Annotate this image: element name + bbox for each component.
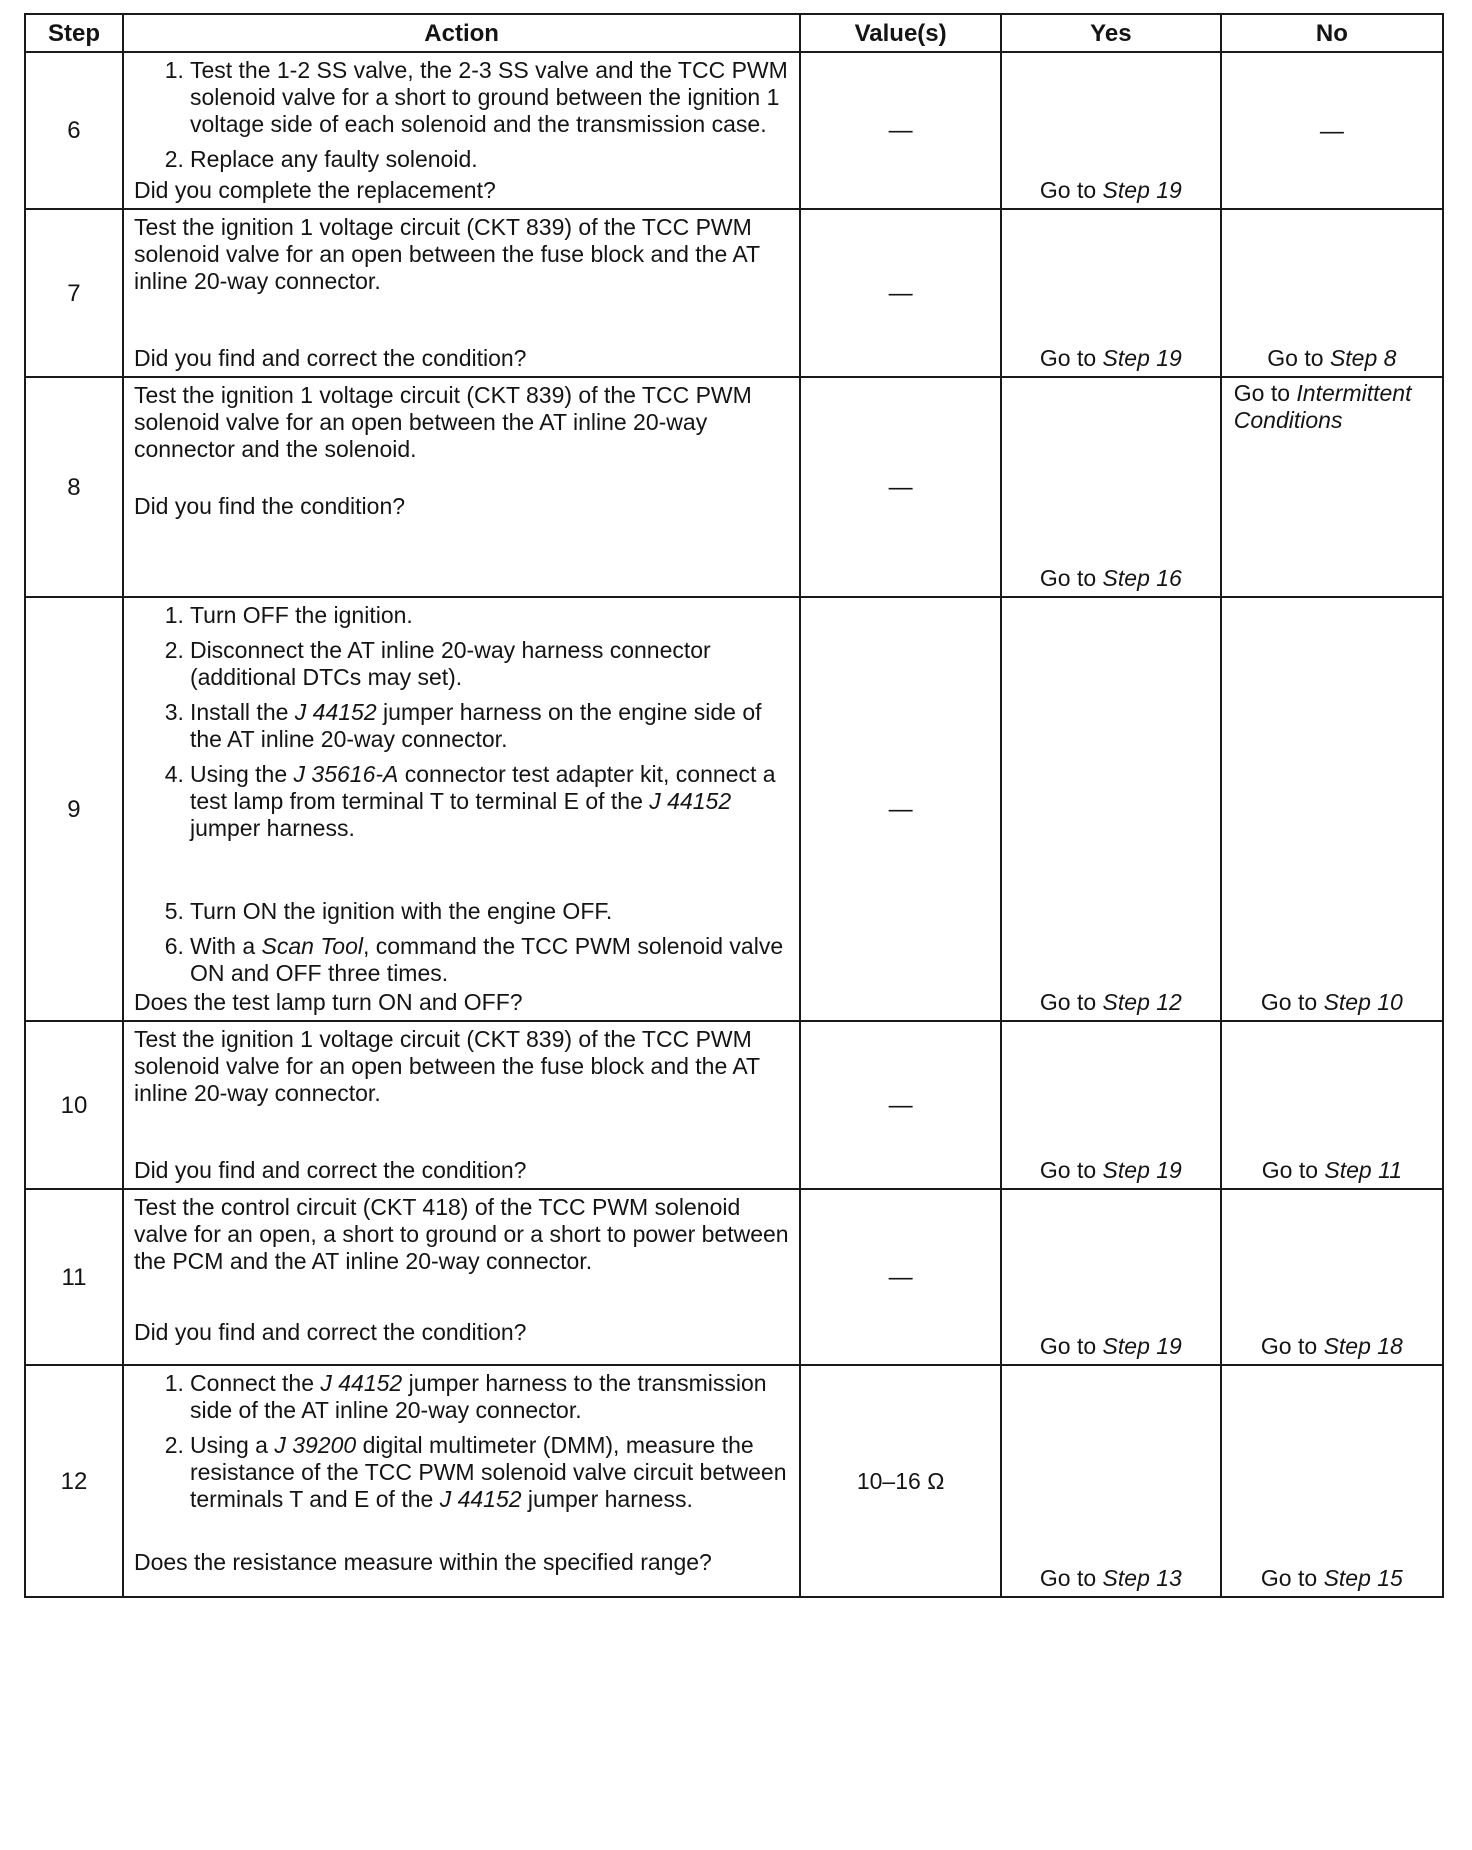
step-link: Step 15	[1323, 1565, 1403, 1591]
table-row	[25, 1021, 1443, 1189]
value-cell: —	[800, 52, 1001, 209]
header-values: Value(s)	[800, 14, 1001, 52]
tool-instruction: Using the J 35616-A connector test adapter kit, connect a test lamp from terminal T to terminal E of the J 44152 jumper harness.	[189, 761, 776, 841]
step-number: 8	[25, 377, 123, 597]
action-list	[134, 57, 789, 173]
action-cell	[123, 1021, 800, 1189]
step-number: 10	[25, 1021, 123, 1189]
list-item: 2. Using a J 39200 digital multimeter (DMM), measure the resistance of the TCC PWM solenoid valve circuit between terminals T and E of the J 44152 jumper harness.	[164, 1432, 787, 1512]
step-link: Step 13	[1102, 1565, 1182, 1591]
value-cell: 10–16 Ω	[800, 1365, 1001, 1597]
header-yes: Yes	[1001, 14, 1221, 52]
value-cell: —	[800, 1189, 1001, 1365]
diagnostic-table	[24, 13, 1444, 1598]
step-link: Step 19	[1102, 1157, 1182, 1183]
action-text: Test the ignition 1 voltage circuit (CKT 839) of the TCC PWM solenoid valve for an open between the fuse block and the AT inline 20-way connector.	[133, 1026, 760, 1106]
list-item: 2. Disconnect the AT inline 20-way harness connector (additional DTCs may set).	[164, 637, 711, 690]
list-item: 1. Connect the J 44152 jumper harness to the transmission side of the AT inline 20-way connector.	[164, 1370, 767, 1423]
step-number: 7	[25, 209, 123, 377]
action-question: Did you find and correct the condition?	[133, 1319, 527, 1345]
action-list	[134, 1370, 789, 1513]
action-list	[134, 602, 789, 987]
tool-instruction: Install the J 44152 jumper harness on the engine side of the AT inline 20-way connector.	[189, 699, 762, 752]
value-cell: —	[800, 377, 1001, 597]
list-item: 1. Turn OFF the ignition.	[164, 602, 413, 628]
step-link: Step 18	[1323, 1333, 1403, 1359]
yes-cell: Go to Step 16	[1001, 377, 1221, 597]
step-number: 12	[25, 1365, 123, 1597]
list-item: 1. Test the 1-2 SS valve, the 2-3 SS valve and the TCC PWM solenoid valve for a short to ground between the ignition 1 voltage side of each solenoid and the transmission case.	[164, 57, 788, 137]
no-cell: Go to Step 18	[1221, 1189, 1443, 1365]
header-row	[25, 14, 1443, 52]
step-number: 9	[25, 597, 123, 1021]
yes-cell: Go to Step 19	[1001, 1021, 1221, 1189]
step-link: Step 19	[1102, 345, 1182, 371]
step-number: 11	[25, 1189, 123, 1365]
value-cell: —	[800, 209, 1001, 377]
action-text: Test the ignition 1 voltage circuit (CKT 839) of the TCC PWM solenoid valve for an open between the AT inline 20-way connector and the solenoid.	[133, 382, 752, 462]
yes-cell: Go to Step 19	[1001, 52, 1221, 209]
table-row	[25, 597, 1443, 1021]
tool-instruction: Using a J 39200 digital multimeter (DMM), measure the resistance of the TCC PWM solenoid valve circuit between terminals T and E of the J 44152 jumper harness.	[189, 1432, 787, 1512]
list-item: 2. Replace any faulty solenoid.	[164, 146, 478, 172]
step-link: Step 19	[1102, 1333, 1182, 1359]
action-text: Test the ignition 1 voltage circuit (CKT 839) of the TCC PWM solenoid valve for an open between the fuse block and the AT inline 20-way connector.	[133, 214, 760, 294]
header-action: Action	[123, 14, 800, 52]
action-cell	[123, 1365, 800, 1597]
action-cell	[123, 209, 800, 377]
table-row	[25, 52, 1443, 209]
table-row	[25, 1189, 1443, 1365]
action-cell	[123, 597, 800, 1021]
no-cell: Go to Step 15	[1221, 1365, 1443, 1597]
step-link: Step 10	[1323, 989, 1403, 1015]
list-item: 4. Using the J 35616-A connector test adapter kit, connect a test lamp from terminal T to terminal E of the J 44152 jumper harness.	[164, 761, 776, 841]
action-cell	[123, 377, 800, 597]
table-row	[25, 209, 1443, 377]
value-cell: —	[800, 1021, 1001, 1189]
action-question: Does the resistance measure within the specified range?	[133, 1549, 712, 1575]
step-link: Intermittent Conditions	[1233, 380, 1412, 433]
step-link: Step 16	[1102, 565, 1182, 591]
action-question: Did you find the condition?	[133, 493, 406, 519]
action-question: Did you complete the replacement?	[133, 177, 496, 203]
yes-cell: Go to Step 12	[1001, 597, 1221, 1021]
header-step: Step	[25, 14, 123, 52]
no-cell: Go to Step 11	[1221, 1021, 1443, 1189]
table-row	[25, 1365, 1443, 1597]
action-text: Test the control circuit (CKT 418) of the TCC PWM solenoid valve for an open, a short to ground or a short to power between the PCM and the AT inline 20-way connector.	[133, 1194, 789, 1274]
yes-cell: Go to Step 19	[1001, 209, 1221, 377]
action-cell	[123, 52, 800, 209]
table-row	[25, 377, 1443, 597]
action-question: Did you find and correct the condition?	[133, 1157, 527, 1183]
tool-instruction: Connect the J 44152 jumper harness to the transmission side of the AT inline 20-way connector.	[189, 1370, 767, 1423]
no-cell: —	[1221, 52, 1443, 209]
list-item: 6. With a Scan Tool, command the TCC PWM solenoid valve ON and OFF three times.	[164, 933, 784, 986]
step-link: Step 11	[1324, 1157, 1402, 1183]
step-number: 6	[25, 52, 123, 209]
step-link: Step 19	[1102, 177, 1182, 203]
action-cell	[123, 1189, 800, 1365]
list-item: 5. Turn ON the ignition with the engine OFF.	[164, 898, 613, 924]
no-cell: Go to Step 8	[1221, 209, 1443, 377]
no-cell: Go to Step 10	[1221, 597, 1443, 1021]
step-link: Step 8	[1329, 345, 1397, 371]
step-link: Step 12	[1102, 989, 1182, 1015]
yes-cell: Go to Step 13	[1001, 1365, 1221, 1597]
list-item: 3. Install the J 44152 jumper harness on the engine side of the AT inline 20-way connector.	[164, 699, 762, 752]
no-cell: Go to Intermittent Conditions	[1221, 377, 1443, 597]
yes-cell: Go to Step 19	[1001, 1189, 1221, 1365]
value-cell: —	[800, 597, 1001, 1021]
action-question: Does the test lamp turn ON and OFF?	[133, 989, 523, 1015]
action-question: Did you find and correct the condition?	[133, 345, 527, 371]
header-no: No	[1221, 14, 1443, 52]
